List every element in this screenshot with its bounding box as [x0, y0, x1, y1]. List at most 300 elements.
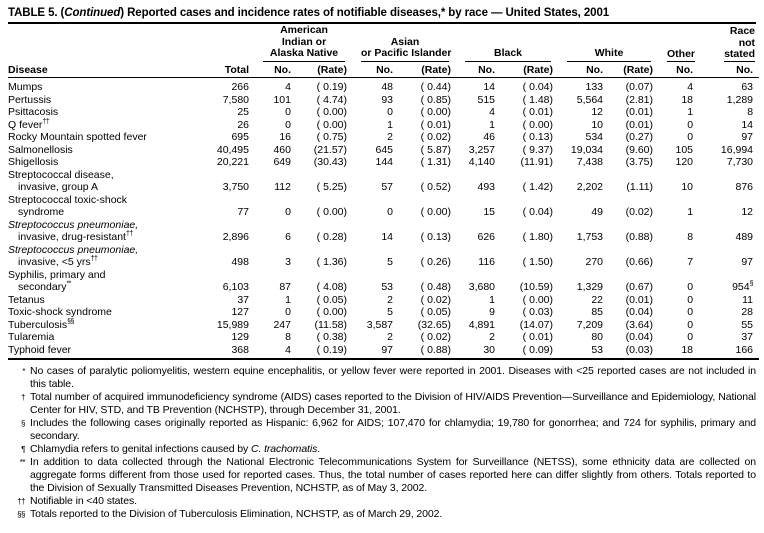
cell-rate: ( 0.48)	[420, 281, 452, 293]
cell-no: 4,140	[468, 156, 496, 168]
disease-name-line: Q fever††	[8, 118, 50, 131]
disease-name-line: Typhoid fever	[8, 343, 72, 356]
footnote-marker-ref: **	[66, 280, 71, 288]
cell-total: 266	[231, 81, 249, 93]
cell-no: 1	[285, 293, 291, 306]
footnote	[8, 443, 756, 456]
cell-rate: ( 0.01)	[522, 106, 554, 118]
cell-no: 0	[285, 306, 291, 318]
cell-rate: (30.43)	[313, 156, 348, 168]
cell-no: 8	[747, 106, 754, 118]
disease-name	[8, 194, 183, 219]
cell-no: 55	[741, 318, 754, 331]
cell-total: 25	[237, 106, 249, 118]
footnotes	[8, 365, 756, 521]
header-group-american-indian-alaska-native	[253, 25, 351, 62]
cell-no: 5	[387, 256, 394, 268]
cell-no: 460	[273, 143, 291, 156]
cell-total: 695	[231, 131, 249, 143]
disease-name-line: Streptococcus pneumoniae,	[8, 218, 139, 231]
cell-no: 0	[687, 118, 694, 131]
cell-no: 22	[591, 293, 604, 306]
cell-no: 4	[285, 81, 291, 93]
cell-no: 30	[455, 344, 501, 360]
cell-no: 8	[285, 331, 291, 343]
cell-total: 127	[231, 306, 249, 318]
cell-no: 49	[591, 206, 604, 218]
cell-no: 0	[687, 306, 694, 318]
header-white-rate: (Rate)	[609, 62, 657, 78]
cell-no: 7,438	[576, 156, 604, 168]
cell-no: 105	[675, 143, 694, 156]
footnote-text: Notifiable in <40 states.	[30, 495, 137, 507]
cell-rate: (11.91)	[520, 156, 554, 168]
table-row	[8, 194, 759, 219]
footnote	[8, 456, 756, 495]
disease-name	[8, 156, 183, 169]
disease-name-line: Tuberculosis§§	[8, 318, 74, 331]
header-group-other	[657, 25, 699, 62]
cell-rate: ( 0.44)	[420, 81, 452, 93]
header-group-black	[455, 25, 557, 62]
cell-rate: (1.11)	[626, 181, 654, 193]
footnote-text: No cases of paralytic poliomyelitis, western equine encephalitis, or yellow fever were reported in 2001. Diseases with <25 reported cases are not included in this table.	[30, 365, 756, 390]
cell-no: 28	[741, 306, 754, 318]
cell-no: 2	[387, 331, 394, 343]
cell-rate: (0.04)	[625, 331, 654, 343]
cell-no: 645	[375, 143, 394, 156]
table-title	[8, 5, 756, 24]
cell-rate: ( 5.25)	[316, 181, 348, 193]
cell-rate: ( 0.05)	[420, 306, 452, 318]
cell-no: 0	[687, 318, 694, 331]
cell-total: 15,989	[216, 318, 249, 331]
cell-total: 6,103	[222, 281, 249, 293]
table-row	[8, 169, 759, 194]
disease-name-line: Streptococcal disease,	[8, 168, 114, 181]
cell-rate: ( 0.85)	[420, 93, 452, 106]
cell-no: 0	[687, 281, 694, 293]
cell-rate: (0.02)	[625, 206, 654, 218]
header-group-line: or Pacific Islander	[361, 47, 452, 59]
cell-no: 12	[591, 106, 604, 118]
cell-rate: (3.64)	[625, 318, 654, 331]
cell-rate: ( 0.02)	[420, 293, 452, 306]
cell-rate: ( 1.31)	[420, 156, 452, 168]
cell-total: 7,580	[222, 93, 249, 106]
table-row	[8, 269, 759, 294]
table-row	[8, 319, 759, 332]
cell-rate: ( 0.38)	[316, 331, 348, 343]
footnote	[8, 365, 756, 391]
cell-no: 1	[489, 118, 496, 131]
disease-name-line: Mumps	[8, 81, 43, 93]
disease-name-line: Toxic-shock syndrome	[8, 306, 112, 318]
cell-total: 2,896	[222, 231, 249, 243]
cell-no: 489	[735, 231, 754, 243]
footnote-marker: †	[21, 393, 25, 402]
cell-rate: ( 0.19)	[316, 81, 348, 93]
cell-no: 0	[285, 106, 291, 118]
cell-rate: ( 0.03)	[522, 306, 554, 318]
disease-name	[8, 78, 183, 94]
footnote-text: C. trachomatis	[250, 443, 318, 455]
footnote	[8, 391, 756, 417]
cell-no: 12	[741, 206, 754, 218]
cell-no: 97	[741, 131, 754, 143]
cell-no: 8	[687, 231, 694, 243]
table-row	[8, 294, 759, 307]
disease-name-line: Shigellosis	[8, 156, 59, 168]
cell-no: 57	[381, 181, 394, 193]
cell-no: 3	[285, 256, 291, 268]
cell-no: 1	[387, 118, 394, 131]
cell-no: 53	[557, 344, 609, 360]
cell-no: 954§	[732, 280, 754, 293]
cell-no: 2	[387, 131, 394, 143]
footnote-text: In addition to data collected through the National Electronic Telecommunications System for Surveillance (NETSS), some ethnicity data are collected on aggregate forms different from those used for reported cases. Thus, the total number of cases reported here can differ slightly from others. Totals reported to the Division of Sexually Transmitted Diseases Prevention, NCHSTP, as of May 3, 2002.	[30, 456, 756, 494]
cell-total: 20,221	[216, 156, 249, 168]
footnote-marker: **	[19, 458, 25, 467]
table-row	[8, 344, 759, 360]
cell-no: 14	[741, 118, 754, 131]
cell-rate: ( 4.74)	[316, 93, 348, 106]
cell-no: 116	[478, 256, 496, 268]
cell-no: 93	[381, 93, 394, 106]
cell-total: 40,495	[216, 143, 249, 156]
cell-no: 48	[381, 81, 394, 93]
disease-name	[8, 306, 183, 319]
cell-no: 0	[387, 106, 394, 118]
disease-name-line: Streptococcal toxic-shock	[8, 193, 128, 206]
cell-no: 2	[489, 331, 496, 343]
footnote	[8, 508, 756, 521]
cell-rate: ( 0.00)	[316, 206, 348, 218]
cell-rate: ( 0.04)	[522, 81, 554, 93]
cell-no: 2	[387, 293, 394, 306]
header-group-row	[8, 25, 759, 62]
cell-no: 37	[741, 331, 754, 343]
cell-total: 129	[231, 331, 249, 343]
header-group-race-not-stated	[699, 25, 759, 62]
footnote-marker: *	[22, 367, 25, 376]
table-row	[8, 156, 759, 169]
cell-rate: (11.58)	[314, 318, 348, 331]
cell-no: 4	[489, 106, 496, 118]
cell-rate: ( 1.36)	[316, 256, 348, 268]
cell-rate: ( 0.52)	[420, 181, 452, 193]
disease-name	[8, 269, 183, 294]
cell-rate: ( 0.28)	[316, 231, 348, 243]
header-group-line: Other	[667, 48, 696, 60]
title-suffix: ) Reported cases and incidence rates of notifiable diseases,* by race — United States, 2001	[120, 7, 610, 19]
cell-rate: ( 1.48)	[522, 93, 554, 106]
header-black-no: No.	[455, 62, 501, 78]
cell-rate: ( 0.00)	[522, 118, 554, 131]
cell-no: 7,730	[726, 156, 754, 168]
cell-no: 0	[687, 131, 694, 143]
header-group-line: Asian	[390, 35, 420, 48]
cell-no: 14	[483, 81, 496, 93]
disease-name-line: Streptococcus pneumoniae,	[8, 243, 139, 256]
cell-rate: ( 0.00)	[420, 106, 452, 118]
disease-name	[8, 319, 183, 332]
cell-rate: ( 0.00)	[522, 293, 554, 306]
disease-name-line: Salmonellosis	[8, 143, 73, 156]
cell-no: 53	[381, 281, 394, 293]
cell-rate: ( 0.26)	[420, 256, 452, 268]
header-group-line: Indian or	[281, 35, 327, 48]
disease-name	[8, 94, 183, 107]
cell-rate: (2.81)	[625, 93, 654, 106]
cell-no: 166	[699, 344, 759, 360]
disease-name-line: Syphilis, primary and	[8, 268, 106, 281]
footnote	[8, 495, 756, 508]
cell-rate: ( 0.05)	[316, 293, 348, 306]
footnote	[8, 417, 756, 443]
cell-rate: ( 1.42)	[522, 181, 554, 193]
disease-name	[8, 331, 183, 344]
cell-no: 626	[477, 231, 496, 243]
title-prefix: TABLE 5. (	[8, 7, 65, 19]
cell-rate: (0.67)	[625, 281, 654, 293]
cell-rate: (0.04)	[625, 306, 654, 318]
header-total: Total	[183, 25, 253, 78]
header-group-line: White	[594, 47, 624, 59]
disease-name	[8, 244, 183, 269]
footnote-marker-ref: ††	[90, 255, 98, 263]
header-group-line: stated	[724, 48, 756, 60]
cell-no: 4	[253, 344, 297, 360]
cell-no: 120	[675, 156, 694, 168]
cell-no: 4,891	[468, 318, 496, 331]
table-row	[8, 119, 759, 132]
cell-no: 1	[687, 206, 694, 218]
cell-no: 0	[285, 118, 291, 131]
cell-no: 5,564	[576, 93, 604, 106]
cell-rate: (10.59)	[519, 281, 554, 293]
disease-name-line: invasive, <5 yrs††	[18, 255, 98, 268]
cell-no: 14	[381, 231, 394, 243]
cell-no: 247	[273, 318, 291, 331]
footnote-marker-ref: ††	[125, 230, 133, 238]
header-group-line: Alaska Native	[269, 47, 339, 59]
header-asian-pacific-islander-no: No.	[351, 62, 399, 78]
cell-rate: ( 0.75)	[316, 131, 348, 143]
cell-no: 16	[279, 131, 291, 143]
header-black-rate: (Rate)	[501, 62, 557, 78]
cell-rate: ( 0.00)	[316, 106, 348, 118]
cell-total: 26	[237, 118, 249, 131]
table-row	[8, 144, 759, 157]
disease-name	[8, 106, 183, 119]
cell-rate: ( 0.19)	[297, 344, 351, 360]
cell-no: 876	[735, 181, 754, 193]
header-white-no: No.	[557, 62, 609, 78]
cell-no: 0	[687, 331, 694, 343]
cell-rate: (0.66)	[625, 256, 654, 268]
disease-name	[8, 219, 183, 244]
table-row	[8, 78, 759, 94]
disease-name	[8, 344, 183, 360]
cell-no: 7	[687, 256, 694, 268]
cell-no: 16,994	[720, 143, 754, 156]
disease-name	[8, 144, 183, 157]
cell-rate: ( 4.08)	[316, 281, 348, 293]
cell-rate: ( 5.87)	[420, 143, 452, 156]
table-row	[8, 94, 759, 107]
cell-rate: (14.07)	[519, 318, 554, 331]
cell-no: 493	[477, 181, 496, 193]
footnote-marker-ref: §§	[67, 318, 74, 325]
cell-total: 368	[183, 344, 253, 360]
disease-name	[8, 169, 183, 194]
cell-no: 18	[681, 93, 694, 106]
table-row	[8, 219, 759, 244]
header-american-indian-alaska-native-rate: (Rate)	[297, 62, 351, 78]
cell-rate: (3.75)	[625, 156, 654, 168]
cell-no: 534	[585, 131, 604, 143]
footnote-marker-ref: §	[749, 280, 754, 288]
cell-no: 9	[489, 306, 496, 318]
cell-rate: ( 0.00)	[316, 306, 348, 318]
disease-name	[8, 294, 183, 307]
table-row	[8, 331, 759, 344]
footnote-text: Totals reported to the Division of Tuberculosis Elimination, NCHSTP, as of March 29, 2002.	[30, 508, 443, 520]
header-group-line: Race	[729, 25, 756, 37]
cell-no: 11	[742, 293, 754, 306]
disease-name-line: syndrome	[18, 206, 65, 218]
footnote-marker: §	[21, 419, 25, 428]
disease-name-line: Tularemia	[8, 331, 55, 343]
cell-total: 37	[237, 293, 249, 306]
footnote-text: Chlamydia refers to genital infections caused by	[30, 443, 251, 455]
footnote-text: Includes the following cases originally reported as Hispanic: 6,962 for AIDS; 107,470 for chlamydia; 19,780 for gonorrhea; and 724 for syphilis, primary and secondary.	[30, 417, 756, 442]
cell-rate: ( 1.50)	[522, 256, 554, 268]
cell-rate: ( 0.00)	[420, 206, 452, 218]
cell-no: 7,209	[576, 318, 604, 331]
header-other-no: No.	[657, 62, 699, 78]
cell-rate: ( 0.00)	[316, 118, 348, 131]
cell-rate: (0.27)	[625, 131, 654, 143]
cell-rate: ( 0.09)	[501, 344, 557, 360]
cell-no: 1,289	[726, 93, 754, 106]
cell-no: 3,680	[468, 281, 496, 293]
cell-rate: (32.65)	[417, 318, 452, 331]
cell-total: 498	[231, 256, 249, 268]
cell-total: 77	[237, 206, 249, 218]
cell-rate: ( 0.02)	[420, 331, 452, 343]
title-continued: Continued	[64, 7, 121, 19]
cell-no: 87	[279, 281, 291, 293]
header-group-line: not	[738, 36, 756, 49]
cell-no: 46	[483, 131, 496, 143]
cell-no: 649	[273, 156, 291, 168]
cell-no: 4	[687, 81, 694, 93]
cell-no: 85	[591, 306, 604, 318]
footnote-marker: ¶	[21, 445, 25, 454]
footnote-marker-ref: ††	[42, 118, 50, 125]
header-group-line: Black	[494, 47, 523, 59]
cell-total: 3,750	[222, 181, 249, 193]
cell-rate: ( 0.01)	[420, 118, 452, 131]
cell-no: 1,753	[576, 231, 604, 243]
cell-no: 101	[273, 93, 291, 106]
cell-rate: ( 0.13)	[420, 231, 452, 243]
footnote-text: .	[317, 443, 321, 455]
disease-name-line: secondary**	[18, 280, 71, 293]
header-asian-pacific-islander-rate: (Rate)	[399, 62, 455, 78]
cell-no: 10	[681, 181, 694, 193]
cell-no: 15	[483, 206, 496, 218]
cell-rate: ( 1.80)	[522, 231, 554, 243]
disease-name-line: Tetanus	[8, 293, 45, 306]
table-header	[8, 25, 759, 78]
cell-rate: (0.01)	[625, 106, 654, 118]
cell-no: 6	[285, 231, 291, 243]
cell-rate: ( 0.13)	[522, 131, 554, 143]
header-american-indian-alaska-native-no: No.	[253, 62, 297, 78]
cell-no: 270	[585, 256, 604, 268]
disease-name-line: Psittacosis	[8, 106, 59, 118]
cell-no: 515	[477, 93, 496, 106]
cell-rate: (21.57)	[313, 143, 348, 156]
disease-name-line: invasive, drug-resistant††	[18, 230, 133, 243]
cell-rate: (0.01)	[625, 118, 654, 131]
cell-rate: (0.01)	[625, 293, 654, 306]
cell-no: 10	[591, 118, 604, 131]
disease-name-line: Pertussis	[8, 93, 52, 106]
cell-no: 1,329	[576, 281, 604, 293]
cell-no: 2,202	[576, 181, 604, 193]
cell-no: 0	[687, 293, 694, 306]
cell-rate: ( 0.01)	[522, 331, 554, 343]
cell-rate: (0.03)	[609, 344, 657, 360]
cell-rate: ( 0.88)	[399, 344, 455, 360]
disease-name	[8, 119, 183, 132]
cell-no: 3,257	[468, 143, 496, 156]
disease-name-line: invasive, group A	[18, 181, 98, 193]
table-row	[8, 131, 759, 144]
cell-rate: (0.88)	[625, 231, 654, 243]
footnote-marker: ††	[17, 497, 25, 506]
header-disease: Disease	[8, 25, 183, 78]
cell-rate: (9.60)	[625, 143, 654, 156]
table-row	[8, 106, 759, 119]
cell-no: 1	[687, 106, 694, 118]
cell-no: 97	[741, 256, 754, 268]
header-race-not-stated-no: No.	[699, 62, 759, 78]
cell-rate: (0.07)	[625, 81, 654, 93]
cell-no: 144	[375, 156, 394, 168]
table-row	[8, 306, 759, 319]
table-body	[8, 78, 759, 360]
cell-no: 63	[741, 81, 754, 93]
cell-no: 5	[387, 306, 394, 318]
cell-rate: ( 0.04)	[522, 206, 554, 218]
footnote-marker: §§	[17, 510, 25, 519]
cell-no: 1	[489, 293, 496, 306]
header-group-asian-pacific-islander	[351, 25, 455, 62]
cell-rate: ( 0.02)	[420, 131, 452, 143]
disease-name	[8, 131, 183, 144]
cell-no: 0	[387, 206, 394, 218]
header-group-white	[557, 25, 657, 62]
cell-no: 19,034	[570, 143, 604, 156]
cell-no: 97	[351, 344, 399, 360]
header-group-line: American	[280, 24, 328, 36]
footnote-text: Total number of acquired immunodeficiency syndrome (AIDS) cases reported to the Division of HIV/AIDS Prevention—Surveillance and Epidemiology, National Center for HIV, STD, and TB Prevention (NCHSTP), through December 31, 2001.	[30, 391, 756, 416]
